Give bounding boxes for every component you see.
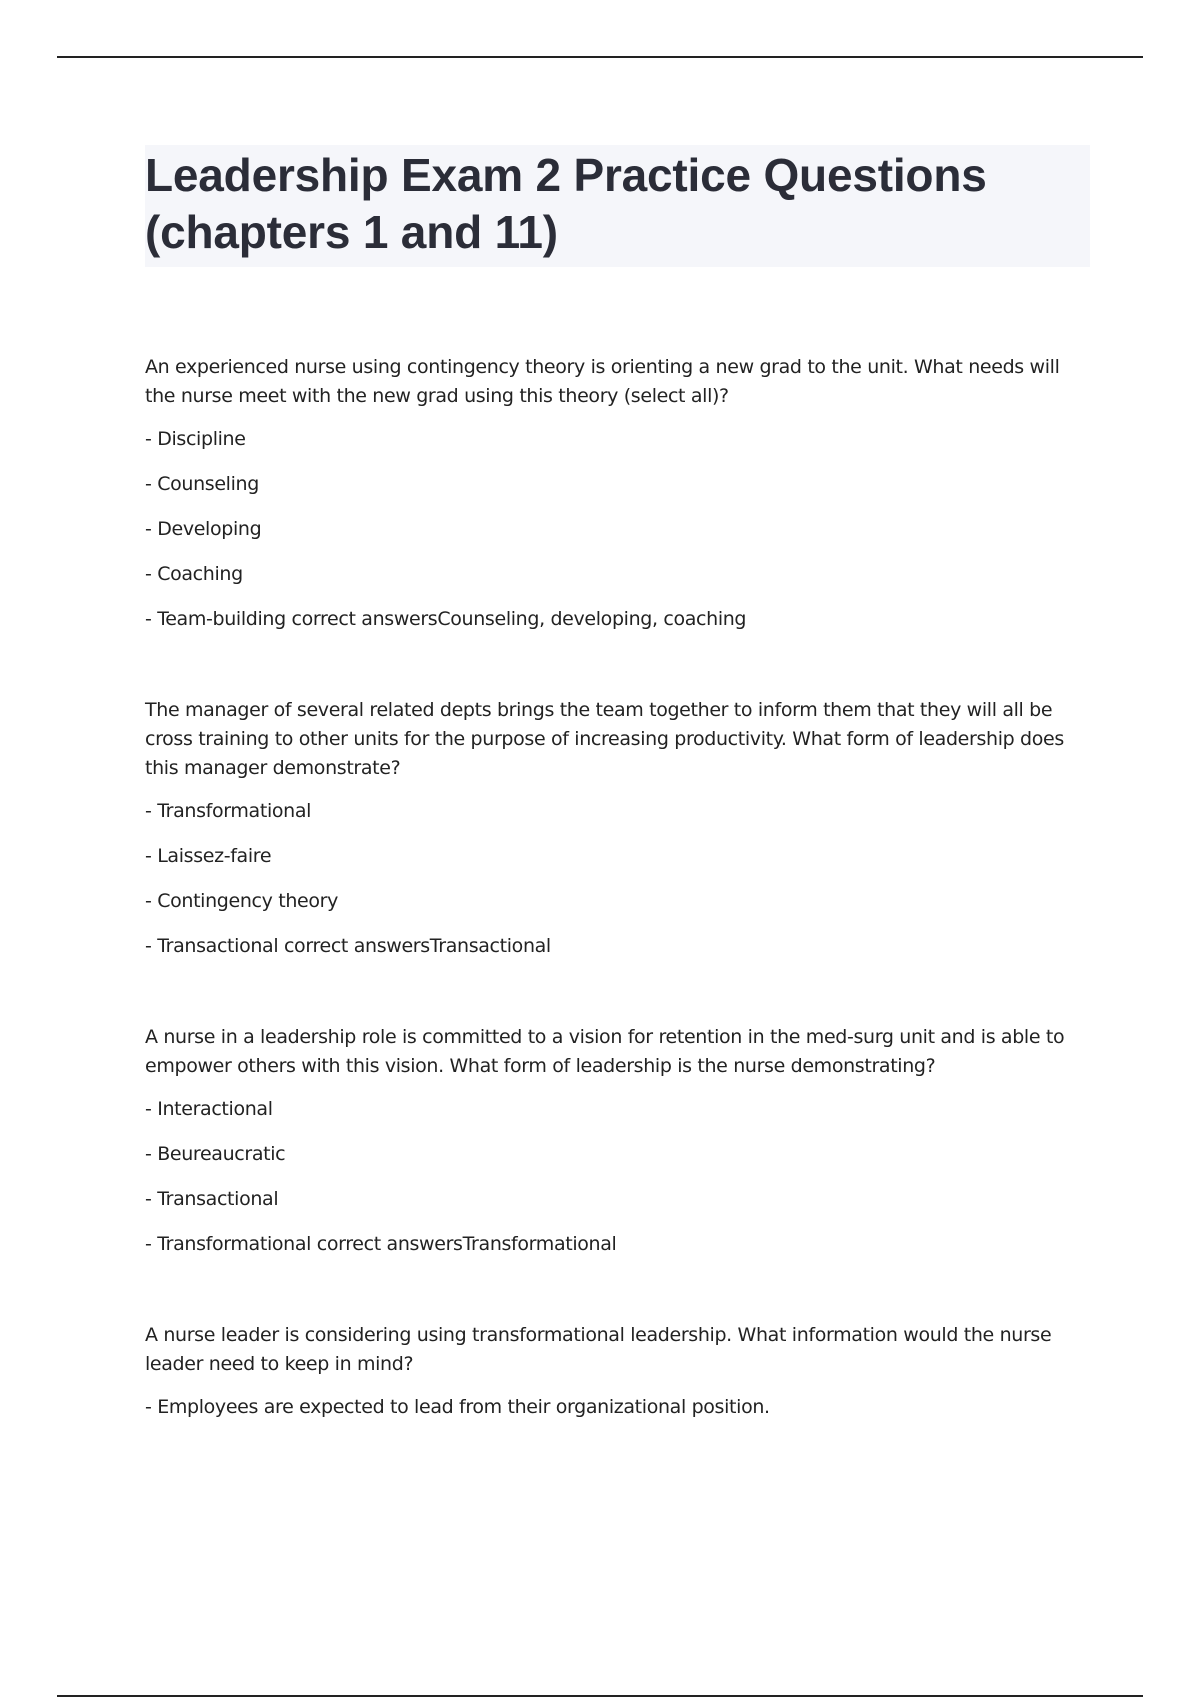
top-divider (57, 56, 1143, 58)
answer-option: - Transactional (145, 1188, 279, 1210)
answer-option: - Transactional correct answersTransactional (145, 935, 551, 957)
answer-option: - Transformational correct answersTransformational (145, 1233, 617, 1255)
answer-options (145, 1095, 1090, 1259)
answer-option: - Coaching (145, 563, 243, 585)
answer-option: - Interactional (145, 1098, 273, 1120)
question-text: The manager of several related depts brings the team together to inform them that they will all be cross training to other units for the purpose of increasing productivity. What form of leadership does this manager demonstrate? (145, 699, 1064, 779)
document-body (145, 145, 1090, 1484)
bottom-divider (57, 1695, 1143, 1697)
answer-option: - Contingency theory (145, 890, 338, 912)
question-1 (145, 353, 1090, 634)
answer-option: - Employees are expected to lead from their organizational position. (145, 1396, 770, 1418)
question-text: A nurse in a leadership role is committed to a vision for retention in the med-surg unit and is able to empower others with this vision. What form of leadership is the nurse demonstrating? (145, 1026, 1065, 1077)
answer-option: - Developing (145, 518, 262, 540)
question-list (145, 353, 1090, 1422)
answer-options (145, 1393, 1090, 1422)
question-3 (145, 1023, 1090, 1259)
answer-option: - Team-building correct answersCounseling, developing, coaching (145, 608, 747, 630)
answer-option: - Beureaucratic (145, 1143, 286, 1165)
document-title: Leadership Exam 2 Practice Questions (chapters 1 and 11) (145, 149, 987, 258)
question-text: An experienced nurse using contingency theory is orienting a new grad to the unit. What needs will the nurse meet with the new grad using this theory (select all)? (145, 356, 1060, 407)
title-banner (145, 145, 1090, 267)
answer-options (145, 797, 1090, 961)
answer-option: - Discipline (145, 428, 246, 450)
answer-option: - Counseling (145, 473, 259, 495)
answer-options (145, 425, 1090, 634)
answer-option: - Laissez-faire (145, 845, 272, 867)
question-2 (145, 696, 1090, 961)
question-4 (145, 1321, 1090, 1422)
answer-option: - Transformational (145, 800, 312, 822)
question-text: A nurse leader is considering using transformational leadership. What information would the nurse leader need to keep in mind? (145, 1324, 1052, 1375)
